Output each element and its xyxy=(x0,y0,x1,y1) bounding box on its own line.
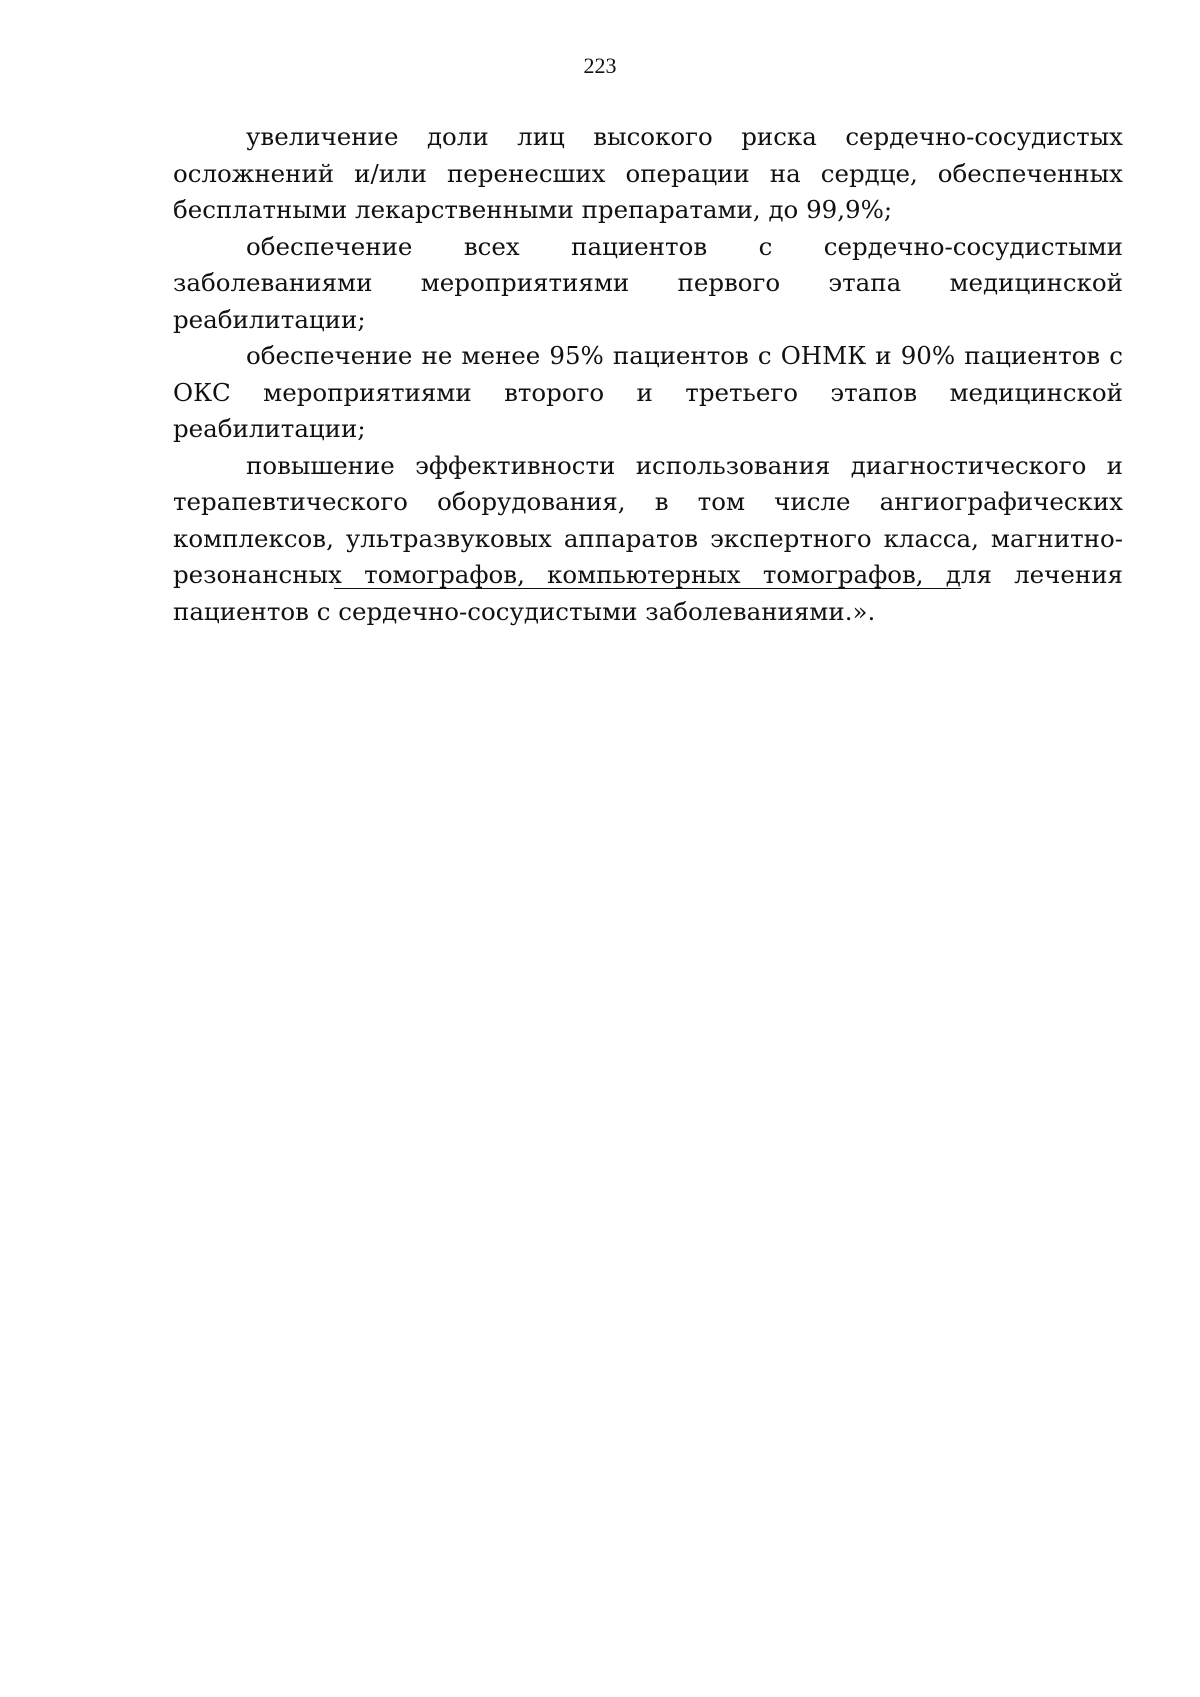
paragraph-medication-provision: увеличение доли лиц высокого риска сердечно-сосудистых осложнений и/или перенесших операции на сердце, обеспеченных бесплатными лекарственными препаратами, до 99,9%; xyxy=(173,122,1123,224)
end-of-text-divider xyxy=(334,588,961,589)
paragraph-second-third-stage-rehabilitation: обеспечение не менее 95% пациентов с ОНМК и 90% пациентов с ОКС мероприятиями второго и третьего этапов медицинской реабилитации; xyxy=(173,341,1123,443)
document-body xyxy=(173,119,1123,630)
paragraph-equipment-efficiency: повышение эффективности использования диагностического и терапевтического оборудования, в том числе ангиографических комплексов, ультразвуковых аппаратов экспертного класса, магнитно-резонансных томографов, компьютерных томографов, для лечения пациентов с сердечно-сосудистыми заболеваниями.». xyxy=(173,450,1123,626)
page-number: 223 xyxy=(583,53,617,78)
paragraph-first-stage-rehabilitation: обеспечение всех пациентов с сердечно-сосудистыми заболеваниями мероприятиями первого этапа медицинской реабилитации; xyxy=(173,231,1123,334)
